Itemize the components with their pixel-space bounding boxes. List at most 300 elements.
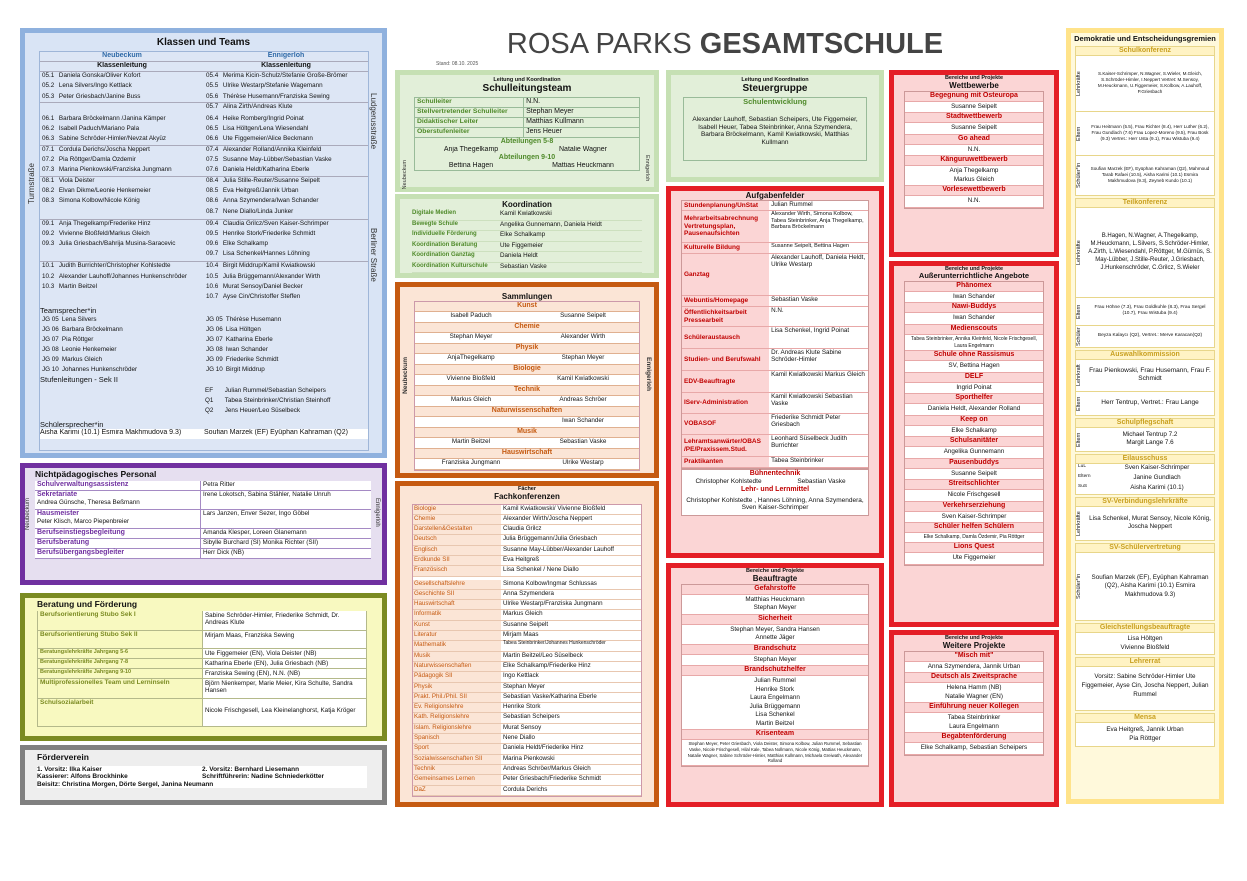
ww-text: N.N. — [967, 197, 981, 204]
fv-l3: Beisitz: Christina Morgen, Dörte Sergel, Janina Neumann — [37, 780, 214, 788]
koord-value: Angelika Gunnemann, Daniela Heldt — [500, 220, 602, 228]
fk-name: Lisa Schenkel / Nene Diallo — [503, 566, 579, 574]
klassen-cell: 08.6 — [206, 197, 219, 205]
ww-small: Bereiche und Projekte — [944, 75, 1004, 81]
teamsprecher-cell: JG 10 — [206, 365, 223, 373]
teamsprecher-cell: JG 05 — [42, 315, 59, 323]
aua-body — [905, 469, 1043, 481]
dem-side: Schüler*in — [1076, 162, 1082, 188]
klassen-cell: 09.6 — [206, 240, 219, 248]
koordination-panel — [395, 194, 659, 278]
klassen-cell: 09.4 — [206, 219, 219, 227]
dem-heading: Eilausschuss — [1075, 454, 1215, 464]
af-label: Öffentlichkeitsarbeit Pressearbeit — [682, 307, 769, 326]
fk-subject: Deutsch — [413, 535, 501, 544]
klassen-cell: 07.5 — [206, 156, 219, 164]
bf-label: Schulsozialarbeit — [38, 699, 202, 726]
koord-row — [412, 210, 642, 221]
fk-row — [413, 580, 641, 590]
fk-subject: Erdkunde SII — [413, 556, 501, 565]
aua-text: SV, Bettina Hagen — [948, 362, 1000, 370]
aua-rows — [904, 281, 1044, 566]
af-value: Alexander Lauhoff, Daniela Heldt, Ulrike Westarp — [771, 254, 866, 269]
koord-label: Bewegte Schule — [412, 220, 459, 227]
fk-name: Andreas Schröer/Markus Gleich — [503, 764, 591, 772]
slt-value: Jens Heuer — [523, 128, 639, 137]
aua-heading: Schule ohne Rassismus — [905, 351, 1043, 361]
klassen-row — [40, 156, 368, 166]
teamsprecher-cell: Iwan Schander — [225, 345, 268, 353]
klassen-cell — [57, 293, 204, 305]
af-label: EDV-Beauftragte — [682, 371, 769, 392]
dem-lr-text: Vorsitz: Sabine Schröder-Himler Ute Figgemeier, Ayse Cin, Joscha Neppert, Julian Rummel — [1075, 667, 1215, 711]
af-row — [682, 349, 868, 371]
klassen-cell: Judith Burrichter/Christopher Kohlstedte — [58, 262, 171, 270]
steuergruppe-panel — [666, 70, 884, 182]
af-row — [682, 457, 868, 468]
bf-value: Björn Nienkemper, Marie Meier, Kira Schulte, Sandra Hansen — [202, 679, 366, 698]
klassen-teams-panel — [20, 28, 387, 458]
dem-row — [1075, 208, 1215, 298]
klassen-cell: 07.6 — [206, 166, 219, 174]
af-value: Dr. Andreas Klute Sabine Schröder-Himler — [771, 349, 842, 364]
fv-l1: 1. Vorsitz: Ilka Kaiser — [37, 766, 102, 773]
ww-heading: Begegnung mit Osteuropa — [905, 92, 1043, 102]
fk-name: Alexander Wirth/Joscha Neppert — [503, 514, 593, 522]
bt-small: Bereiche und Projekte — [745, 568, 805, 574]
fk-subject: Gesellschaftslehre — [413, 580, 501, 589]
np-label: Berufsübergangsbegleiter — [37, 549, 125, 556]
teamsprecher-cell: Thérèse Husemann — [225, 315, 282, 323]
koord-value: Elke Schalkamp — [500, 231, 546, 239]
np-row — [35, 491, 371, 510]
fachkonferenzen-panel — [395, 481, 659, 807]
dem-eh-key: Eltern — [1078, 473, 1091, 479]
slt-ab910-l: Bettina Hagen — [448, 161, 494, 169]
ww-body — [905, 123, 1043, 135]
fk-subject: Französisch — [413, 566, 501, 575]
np-row — [35, 549, 371, 559]
fk-name: Martin Beitzel/Leo Süselbeck — [503, 651, 583, 659]
bt-body — [682, 655, 868, 667]
klassen-row — [40, 166, 368, 176]
fk-row — [413, 621, 641, 631]
aua-panel — [889, 261, 1059, 627]
fk-row — [413, 683, 641, 693]
af-row — [682, 211, 868, 243]
klassen-row — [40, 135, 368, 145]
klassen-cell: 10.5 — [206, 272, 219, 280]
af-rows — [681, 200, 869, 469]
slt-label: Oberstufenleiter — [417, 127, 470, 135]
stufen-key: Q2 — [205, 406, 214, 414]
aua-body — [905, 553, 1043, 565]
dem-heading: Lehrerrat — [1075, 657, 1215, 667]
dem-heading: Auswahlkommission — [1075, 350, 1215, 360]
dem-side: Eltern — [1076, 125, 1082, 141]
dem-heading: Schulpflegschaft — [1075, 418, 1215, 428]
samm-row — [415, 312, 639, 323]
slt-row — [415, 128, 639, 138]
fk-name: Mirjam Maas — [503, 631, 539, 639]
stufen-key: Q1 — [205, 396, 214, 404]
af-label: Schüleraustausch — [682, 327, 769, 348]
fk-subject: Technik — [413, 765, 501, 774]
fk-name: Susanne May-Lübber/Alexander Lauhoff — [503, 545, 614, 553]
title-bold: GESAMTSCHULE — [699, 28, 944, 60]
bt-text: Stephan Meyer, Peter Griesbach, Viola Deister, Simona Kolbow, Julian Rummel, Sebastian Vaske, Nicole Frischgesell, Hilal Kale, Tabea Nollmann, Nicole König, Mattias Heuckmann, Natalie Wagner, Sabine Schröder-Himler, Matthias Kullmann, Michaela Greiwath, Alexander Rolland — [687, 741, 863, 764]
fk-name: Nene Diallo — [503, 734, 535, 742]
fk-subject: Prakt. Phil./Phil. SII — [413, 693, 501, 702]
bt-heading: Brandschutzhelfer — [682, 666, 868, 676]
teamsprecher-rows — [40, 316, 368, 376]
klassen-cell: Anna Szymendera/Iwan Schander — [222, 197, 319, 205]
af-label: Lehramtsanwärter/OBAS /PE/Praxissem.Stud. — [682, 435, 769, 456]
aua-heading: DELF — [905, 373, 1043, 383]
bf-value: Nicole Frischgesell, Lea Kleinelanghorst, Katja Kröger — [202, 699, 366, 726]
fk-small: Fächer — [517, 486, 537, 492]
np-row — [35, 539, 371, 549]
dem-text: S.Kaiser-Schrimper, N.Wagner, S.Wieler, M.Gleich, S.Schröder-Himler, I.Neppert Vertret: M.Sensoy, M.Heuckmann, U.Figgemeier, S.Kolbow, A.Lauhoff, P.Griesbach — [1097, 70, 1203, 95]
aua-text: Elke Schalkamp — [951, 426, 997, 434]
klassen-cell: Simona Kolbow/Nicole König — [58, 197, 140, 205]
aua-body — [905, 383, 1043, 395]
klassen-row — [40, 125, 368, 135]
dem-row — [1075, 360, 1215, 392]
klassen-row — [40, 262, 368, 272]
steuer-title: Steuergruppe — [742, 83, 808, 95]
dem-row — [1075, 298, 1215, 326]
klassen-rows — [40, 72, 368, 305]
fk-subject: Kath. Religionslehre — [413, 713, 501, 722]
teamsprecher-row — [40, 346, 368, 356]
aua-body — [905, 335, 1043, 352]
aua-text: Ute Figgemeier — [952, 554, 996, 562]
np-rows — [35, 481, 371, 559]
samm-nb: Markus Gleich — [450, 396, 492, 404]
fk-row — [413, 535, 641, 545]
klassen-cell: 05.4 — [206, 72, 219, 79]
fv-r1: 2. Vorsitz: Bernhard Liesemann — [202, 766, 300, 773]
klassen-cell: Viola Deister — [58, 176, 95, 184]
stufen-row — [205, 407, 368, 417]
stufen-rows — [205, 387, 368, 417]
slt-ab58: Abteilungen 5-8 — [500, 137, 554, 145]
klassen-cell: 05.5 — [206, 82, 219, 90]
fk-subject: Naturwissenschaften — [413, 662, 501, 671]
aua-body — [905, 313, 1043, 325]
samm-heading: Chemie — [415, 323, 639, 333]
fk-subject: Kunst — [413, 621, 501, 630]
klassen-cell: 10.2 — [42, 272, 55, 280]
ww-body — [905, 145, 1043, 157]
aua-text: Daniela Heldt, Alexander Rolland — [927, 405, 1021, 413]
wp-heading: Begabtenförderung — [905, 733, 1043, 743]
klassen-row — [40, 220, 368, 230]
wp-heading: "Misch mit" — [905, 652, 1043, 662]
np-cell-label — [35, 549, 200, 558]
np-label: Berufsberatung — [37, 539, 90, 546]
klassen-cell — [40, 103, 57, 115]
aua-heading: Schulsanitäter — [905, 437, 1043, 447]
bf-rows — [37, 611, 367, 727]
slt-row — [415, 118, 639, 128]
fk-name: Marina Pienkowski — [503, 754, 555, 762]
dem-eh-val: Janine Gundlach — [1133, 473, 1181, 481]
np-en: Irene Lokotsch, Sabina Stähler, Natalie Unruh — [200, 491, 371, 509]
bt-heading: Krisenteam — [682, 730, 868, 740]
bt-heading: Brandschutz — [682, 645, 868, 655]
fk-name: Susanne Seipelt — [503, 620, 549, 628]
ww-body — [905, 196, 1043, 208]
klassen-cell: Julia Brüggemann/Alexander Wirth — [222, 272, 321, 280]
aua-text: Iwan Schander — [952, 292, 995, 300]
samm-heading: Hauswirtschaft — [415, 449, 639, 459]
bf-value: Sabine Schröder-Himler, Friederike Schmidt, Dr. Andreas Klute — [202, 611, 366, 630]
teamsprecher-cell: JG 05 — [206, 315, 223, 323]
teamsprecher-cell: Birgit Middrup — [225, 365, 265, 373]
koord-value: Sebastian Vaske — [500, 262, 547, 270]
aufgabenfelder-panel — [666, 186, 884, 558]
fk-subject: Geschichte SII — [413, 590, 501, 599]
sammlungen-panel — [395, 282, 659, 478]
klassen-cell — [40, 250, 57, 261]
teamsprecher-cell: Pia Röttger — [61, 335, 94, 343]
teamsprecher-cell: Lisa Höltgen — [225, 325, 261, 333]
fk-row — [413, 590, 641, 600]
wp-text: Helena Hamm (NB) Natalie Wagner (EN) — [945, 684, 1003, 700]
samm-en: Alexander Wirth — [560, 333, 606, 341]
fk-row — [413, 641, 641, 651]
fk-name: Julia Brüggemann/Julia Griesbach — [503, 535, 598, 543]
wp-body — [905, 683, 1043, 703]
aua-text: Sven Kaiser-Schrimper — [941, 512, 1007, 520]
bf-title: Beratung und Förderung — [37, 599, 138, 609]
dem-eh-row — [1076, 474, 1214, 484]
fk-name: Murat Sensoy — [503, 723, 542, 731]
koord-label: Individuelle Förderung — [412, 231, 477, 238]
col-ennigerloh: Ennigerloh — [267, 52, 305, 59]
klassen-row — [40, 82, 368, 92]
koord-row — [412, 242, 642, 253]
wettbewerbe-panel — [889, 70, 1059, 257]
dem-text: Frau Pienkowski, Frau Husemann, Frau F. Schmidt — [1089, 366, 1211, 383]
ww-body — [905, 102, 1043, 114]
wp-body — [905, 713, 1043, 733]
aua-heading: Pausenbuddys — [905, 459, 1043, 469]
klassen-row — [40, 115, 368, 125]
fk-row — [413, 515, 641, 525]
samm-heading: Physik — [415, 344, 639, 354]
slt-side-en: Ennigerloh — [644, 155, 650, 182]
klassen-cell: Sabine Schröder-Himler/Nevzat Akyüz — [58, 135, 166, 143]
samm-nb: Stephan Meyer — [449, 333, 493, 341]
steuer-sub: Schulentwicklung — [743, 96, 807, 106]
fk-row — [413, 724, 641, 734]
bt-text: Julian Rummel Henrike Stork Laura Engelmann Julia Brüggemann Lisa Schenkel Martin Beitzel — [749, 677, 801, 727]
fk-subject: Sport — [413, 744, 501, 753]
np-label: Hausmeister — [37, 510, 80, 517]
samm-row — [415, 417, 639, 428]
fk-name: Ulrike Westarp/Franziska Jungmann — [503, 600, 603, 608]
np-cell-label — [35, 539, 200, 548]
teamsprecher-cell: JG 06 — [42, 325, 59, 333]
dem-heading: Gleichstellungsbeauftragte — [1075, 623, 1215, 633]
af-row — [682, 243, 868, 254]
klassen-row — [40, 283, 368, 293]
koord-row — [412, 252, 642, 263]
fk-row — [413, 713, 641, 723]
col-neubeckum: Neubeckum — [102, 52, 142, 59]
slt-small: Leitung und Koordination — [493, 77, 561, 83]
fk-row — [413, 546, 641, 556]
dem-side: Lehrkräfte — [1076, 239, 1082, 265]
klassen-cell: 08.2 — [42, 186, 55, 194]
slt-label: Schulleiter — [417, 97, 452, 105]
bt-rows — [681, 584, 869, 768]
slt-ab58-l: Anja Thegelkamp — [443, 145, 499, 153]
dem-side: Lehrkräfte — [1076, 70, 1082, 96]
ww-heading: Stadtwettbewerb — [905, 113, 1043, 123]
klassen-cell: Ayse Cin/Christoffer Steffen — [222, 293, 301, 301]
aua-body — [905, 447, 1043, 459]
np-en: Sibylle Burchard (SI) Monika Richter (SII) — [200, 539, 371, 548]
af-row — [682, 435, 868, 457]
fk-name: Daniela Heldt/Friederike Hinz — [503, 744, 584, 752]
koord-value: Kamil Kwiatkowski — [500, 210, 552, 218]
klassen-cell: 10.7 — [206, 293, 219, 301]
dem-side: Eltern — [1076, 432, 1082, 447]
wp-text: Elke Schalkamp, Sebastian Scheipers — [920, 744, 1028, 751]
dem-eh-row — [1076, 484, 1214, 494]
wp-body — [905, 662, 1043, 674]
klassen-cell: Lisa Höltgen/Lena Wiesendahl — [222, 125, 309, 133]
samm-nb: Vivienne Bloßfeld — [446, 375, 496, 383]
fk-subject: Hauswirtschaft — [413, 600, 501, 609]
steuer-small: Leitung und Koordination — [741, 77, 809, 83]
bf-label: Beratungslehrkräfte Jahrgang 9-10 — [38, 669, 202, 678]
col-klassenleitung-en: Klassenleitung — [261, 62, 311, 69]
fk-subject: Informatik — [413, 610, 501, 619]
klassen-row — [40, 240, 368, 250]
af-label: IServ-Administration — [682, 393, 769, 413]
af-row — [682, 296, 868, 307]
wp-heading: Deutsch als Zweitsprache — [905, 673, 1043, 683]
klassen-cell: Alina Zirth/Andreas Klute — [222, 102, 293, 110]
ww-text: Anja Thegelkamp Markus Gleich — [949, 167, 999, 183]
samm-en: Sebastian Vaske — [559, 438, 607, 446]
fk-row — [413, 775, 641, 785]
fk-row — [413, 525, 641, 535]
dem-row — [1075, 326, 1215, 348]
dem-heading: Schulkonferenz — [1075, 46, 1215, 56]
dem-row — [1075, 112, 1215, 156]
fk-row — [413, 505, 641, 515]
aua-heading: Medienscouts — [905, 325, 1043, 335]
dem-row — [1075, 156, 1215, 196]
klassen-cell: 05.2 — [42, 82, 55, 90]
bf-label: Beratungslehrkräfte Jahrgang 5-6 — [38, 649, 202, 658]
klassen-cell: Elke Schalkamp — [222, 240, 269, 248]
dem-mensa-text: Eva Heitgreß, Jannik Urban Pia Röttger — [1075, 723, 1215, 747]
wp-title: Weitere Projekte — [942, 641, 1006, 651]
af-value: Leonhard Süselbeck Judith Burrichter — [771, 435, 848, 450]
samm-nb: Franziska Jungmann — [441, 459, 501, 467]
fk-row — [413, 786, 641, 796]
koord-label: Digitale Medien — [412, 210, 457, 217]
fk-subject: DaZ — [413, 786, 501, 795]
fk-subject: Physik — [413, 683, 501, 692]
fk-row — [413, 672, 641, 682]
af-value: Friederike Schmidt Peter Griesbach — [771, 414, 841, 429]
bt-title: Beauftragte — [752, 574, 798, 584]
klassen-cell: 07.1 — [42, 145, 55, 153]
klassen-cell — [57, 103, 204, 115]
dem-text: Soufian Marzek (EF), Eyüphan Kahraman (Q2), Mahmoud Tarab Rafaei (10.5), Aisha Karimi (10.1) Esmira Makhmudova (9.3), Zeyneb Kundo (10.1) — [1090, 165, 1210, 184]
ww-title: Wettbewerbe — [949, 81, 999, 91]
stufen-row — [205, 387, 368, 397]
np-label: Berufseinstiegsbegleitung — [37, 529, 125, 536]
af-label: Stundenplanung/UnStat — [682, 201, 769, 210]
klassen-cell: Thérèse Husemann/Franziska Sewing — [222, 92, 330, 100]
samm-nb: Isabell Paduch — [450, 312, 492, 320]
teamsprecher-cell: Barbara Bröckelmann — [61, 325, 123, 333]
klassen-row — [40, 273, 368, 283]
klassen-cell: 05.1 — [42, 72, 55, 79]
fk-name: Ingo Kettlack — [503, 672, 539, 680]
klassen-cell: Pia Röttger/Damla Özdemir — [58, 156, 136, 164]
klassen-cell: Elvan Dikme/Leonie Henkemeier — [58, 186, 151, 194]
af-value: Tabea Steinbrinker — [771, 457, 824, 465]
dem-side: Schüler*in — [1076, 573, 1082, 599]
fk-subject: Chemie — [413, 515, 501, 524]
koord-label: Koordination Beratung — [412, 241, 478, 248]
nichtpaedagogisch-panel — [20, 463, 387, 585]
klassen-cell: Lisa Schenkel/Hannes Löhning — [222, 250, 310, 258]
dem-text: Michael Tentrup 7.2 Margit Lange 7.6 — [1122, 430, 1178, 447]
slt-ab910: Abteilungen 9-10 — [498, 153, 556, 161]
demokratie-panel — [1066, 28, 1224, 804]
klassen-cell: Vivienne Bloßfeld/Markus Gleich — [58, 229, 150, 237]
klassen-cell: Marina Pienkowski/Franziska Jungmann — [58, 166, 172, 174]
np-side-neubeckum: Neubeckum — [25, 498, 31, 531]
af-label: Mehrarbeitsabrechnung Vertretungsplan, Pausenaufsichten — [682, 211, 769, 242]
aua-text: Elke Schalkamp, Damla Özdemir, Pia Röttger — [923, 534, 1025, 541]
samm-row — [415, 354, 639, 365]
fk-name: Markus Gleich — [503, 610, 543, 618]
np-nb: Peter Klisch, Marco Piepenbreier — [37, 518, 130, 526]
teamsprecher-cell: JG 09 — [42, 355, 59, 363]
klassen-cell: 10.6 — [206, 283, 219, 291]
aua-text: Susanne Seipelt — [951, 469, 997, 477]
bf-label: Multiprofessionelles Team und Lerninseln — [38, 679, 202, 698]
beauftragte-panel — [666, 563, 884, 807]
samm-rows — [414, 301, 640, 471]
dem-row — [1075, 507, 1215, 541]
dem-text: Lisa Schenkel, Murat Sensoy, Nicole König, Joscha Neppert — [1089, 514, 1211, 531]
klassen-cell: Ulrike Westarp/Stefanie Wagemann — [222, 82, 323, 90]
teamsprecher-cell: JG 07 — [206, 335, 223, 343]
klassen-cell: 06.2 — [42, 125, 55, 133]
teamsprecher-cell: JG 07 — [42, 335, 59, 343]
teamsprecher-row — [40, 316, 368, 326]
af-value: Kamil Kwiatkowski Sebastian Vaske — [771, 393, 853, 408]
stufen-name: Julian Rummel/Sebastian Scheipers — [224, 386, 326, 394]
fk-row — [413, 610, 641, 620]
stand-date: Stand: 08.10. 2025 — [436, 61, 479, 67]
aua-body — [905, 426, 1043, 438]
wp-heading: Einführung neuer Kollegen — [905, 703, 1043, 713]
